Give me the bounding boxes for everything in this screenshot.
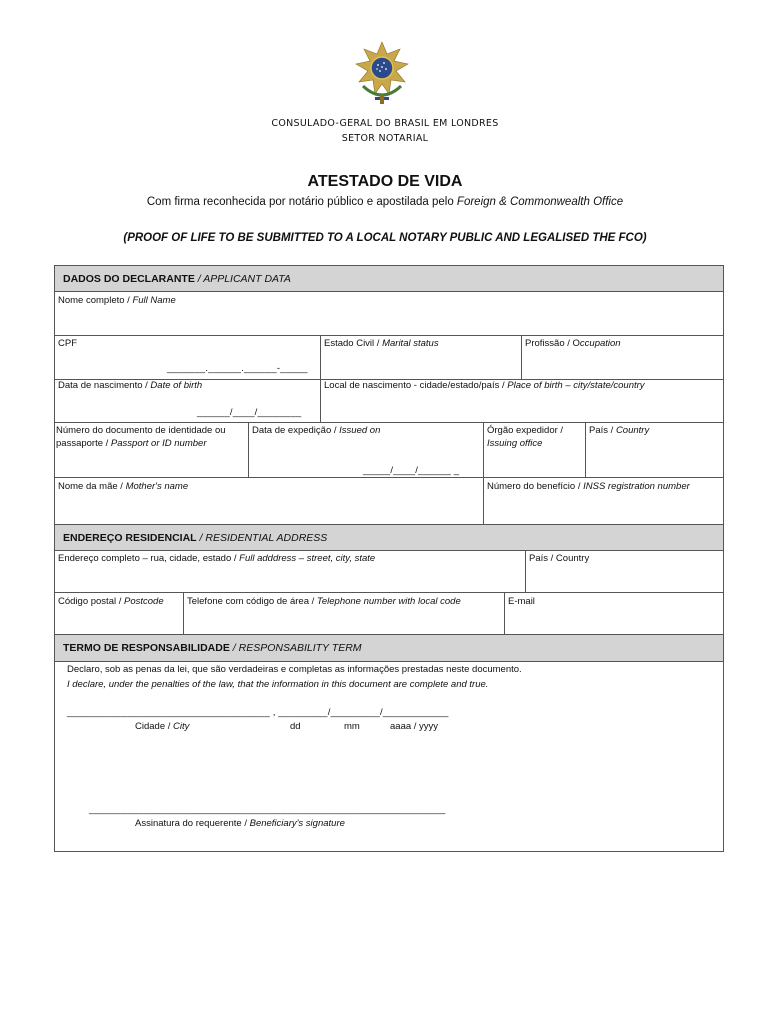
cpf-field[interactable]: _______.______.______-_____ — [167, 363, 308, 374]
consulate-name: CONSULADO-GERAL DO BRASIL EM LONDRES — [271, 118, 499, 129]
issuing-office-field[interactable]: Órgão expedidor / Issuing office — [487, 425, 564, 449]
birth-date-label: Data de nascimento / Date of birth — [58, 380, 203, 391]
mother-name-field[interactable]: Nome da mãe / Mother's name — [58, 481, 189, 492]
cpf-label: CPF — [58, 338, 77, 349]
city-label: Cidade / City — [135, 721, 190, 732]
signature-field[interactable]: _________________________________________________________________ — [89, 804, 446, 815]
issue-date-field[interactable]: _____/____/______ _ — [363, 465, 460, 476]
signature-label: Assinatura do requerente / Beneficiary's signature — [135, 818, 345, 829]
place-date-field[interactable]: _____________________________________ , _________/_________/____________ — [67, 707, 449, 718]
id-number-field[interactable]: Número do documento de identidade ou passaporte / Passport or ID number — [56, 425, 226, 449]
full-name-field[interactable]: Nome completo / Full Name — [58, 295, 176, 306]
email-field[interactable]: E-mail — [508, 596, 535, 607]
brazil-coat-of-arms — [353, 40, 411, 106]
day-label: dd — [290, 721, 301, 732]
section-address-header: ENDEREÇO RESIDENCIAL / RESIDENTIAL ADDRESS — [55, 524, 723, 551]
birth-place-field[interactable]: Local de nascimento - cidade/estado/país / Place of birth – city/state/country — [324, 380, 645, 391]
life-certificate-form — [54, 265, 724, 852]
section-term-header: TERMO DE RESPONSABILIDADE / RESPONSABILITY TERM — [55, 634, 723, 662]
occupation-field[interactable]: Profissão / Occupation — [525, 338, 621, 349]
postcode-field[interactable]: Código postal / Postcode — [58, 596, 164, 607]
birth-date-field[interactable]: ______/____/________ — [197, 407, 302, 418]
id-country-field[interactable]: País / Country — [589, 425, 650, 436]
year-label: aaaa / yyyy — [390, 721, 439, 732]
declaration-text-pt: Declaro, sob as penas da lei, que são verdadeiras e completas as informações prestadas neste documento. — [67, 664, 522, 675]
address-country-field[interactable]: País / Country — [529, 553, 590, 564]
declaration-text-en: I declare, under the penalties of the law, that the information in this document are complete and true. — [67, 679, 489, 690]
marital-status-field[interactable]: Estado Civil / Marital status — [324, 338, 439, 349]
phone-field[interactable]: Telefone com código de área / Telephone number with local code — [187, 596, 461, 607]
benefit-number-field[interactable]: Número do benefício / INSS registration number — [487, 481, 690, 492]
proof-instructions: (PROOF OF LIFE TO BE SUBMITTED TO A LOCAL NOTARY PUBLIC AND LEGALISED THE FCO) — [123, 232, 647, 244]
section-applicant-header: DADOS DO DECLARANTE / APPLICANT DATA — [55, 266, 723, 292]
document-title: ATESTADO DE VIDA — [307, 173, 463, 190]
full-address-field[interactable]: Endereço completo – rua, cidade, estado / Full adddress – street, city, state — [58, 553, 376, 564]
month-label: mm — [344, 721, 360, 732]
issue-date-label: Data de expedição / Issued on — [252, 425, 381, 436]
document-subtitle: Com firma reconhecida por notário público e apostilada pelo Foreign & Commonwealth Office — [146, 196, 624, 208]
notarial-sector: SETOR NOTARIAL — [341, 133, 429, 144]
